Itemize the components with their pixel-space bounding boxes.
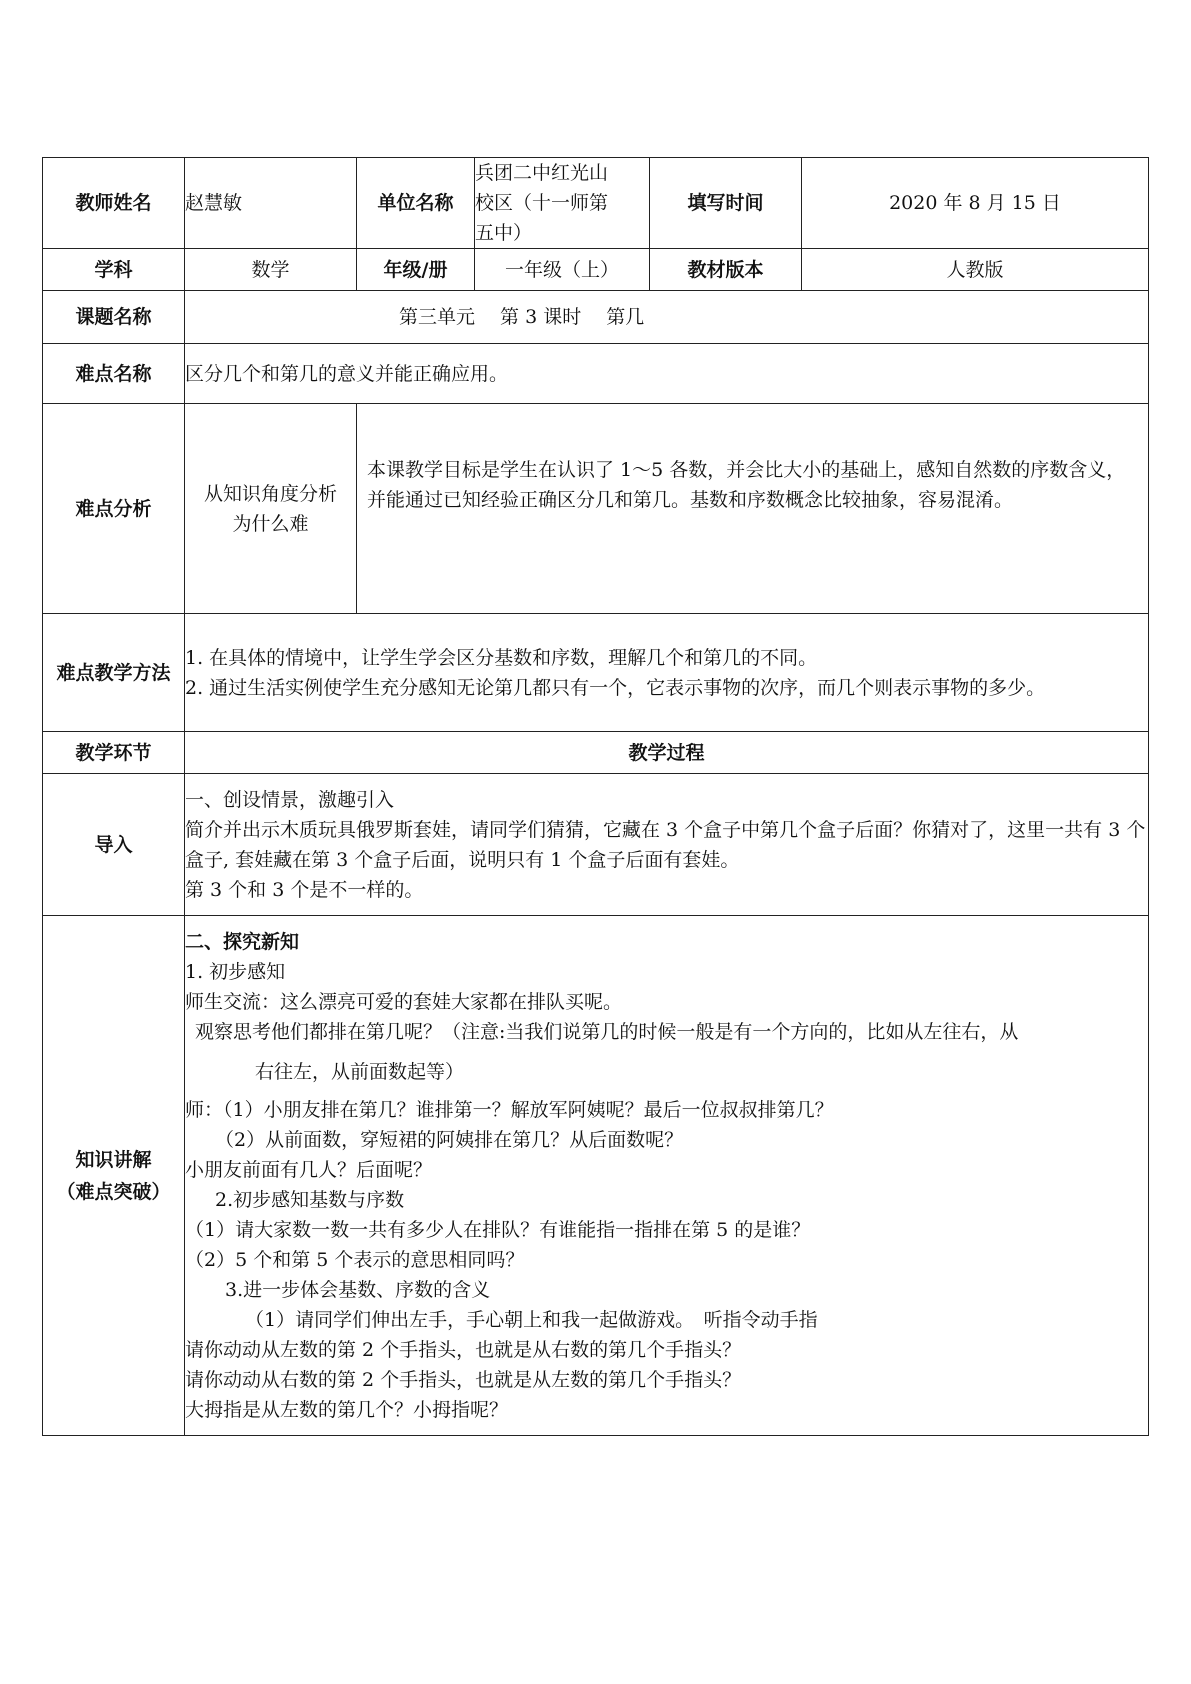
intro-line: 第 3 个和 3 个是不一样的。 bbox=[185, 878, 424, 901]
edition-label: 教材版本 bbox=[650, 249, 802, 291]
header-row bbox=[43, 158, 1149, 249]
knowledge-row bbox=[43, 916, 1149, 1436]
teacher-name-value: 赵慧敏 bbox=[185, 158, 357, 249]
knowledge-line: （2）从前面数，穿短裙的阿姨排在第几？从后面数呢？ bbox=[215, 1128, 684, 1151]
topic-label: 课题名称 bbox=[43, 291, 185, 344]
method-row bbox=[43, 614, 1149, 732]
analysis-sub-label bbox=[185, 404, 357, 614]
knowledge-line: 1. 初步感知 bbox=[185, 960, 286, 983]
intro-line: 简介并出示木质玩具俄罗斯套娃，请同学们猜猜，它藏在 3 个盒子中第几个盒子后面？你猜对了，这里一共有 3 个盒子, 套娃藏在第 3 个盒子后面，说明只有 1 个盒子后面有套娃。 bbox=[185, 818, 1146, 871]
knowledge-line: 二、探究新知 bbox=[185, 930, 300, 953]
intro-row bbox=[43, 774, 1149, 916]
difficulty-name-label: 难点名称 bbox=[43, 344, 185, 404]
subject-label: 学科 bbox=[43, 249, 185, 291]
knowledge-content bbox=[185, 916, 1149, 1436]
fill-date-value: 2020 年 8 月 15 日 bbox=[802, 158, 1149, 249]
knowledge-line: 小朋友前面有几人？后面呢？ bbox=[185, 1158, 433, 1181]
difficulty-row bbox=[43, 344, 1149, 404]
intro-content bbox=[185, 774, 1149, 916]
knowledge-line: 大拇指是从左数的第几个？小拇指呢？ bbox=[185, 1398, 509, 1421]
grade-value: 一年级（上） bbox=[475, 249, 650, 291]
topic-value: 第三单元 第 3 课时 第几 bbox=[399, 306, 645, 328]
knowledge-line: （2）5 个和第 5 个表示的意思相同吗？ bbox=[185, 1248, 525, 1271]
unit-name-line: 兵团二中红光山 bbox=[475, 162, 609, 184]
subject-row bbox=[43, 249, 1149, 291]
knowledge-line: 师：（1）小朋友排在第几？谁排第一？解放军阿姨呢？最后一位叔叔排第几？ bbox=[185, 1098, 834, 1121]
unit-name-label: 单位名称 bbox=[357, 158, 475, 249]
analysis-sub-label-line: 从知识角度分析 bbox=[203, 482, 337, 505]
knowledge-line: 右往左，从前面数起等） bbox=[255, 1060, 465, 1083]
edition-value: 人教版 bbox=[802, 249, 1149, 291]
lesson-plan-table bbox=[42, 157, 1149, 1436]
knowledge-line: 请你动动从左数的第 2 个手指头，也就是从右数的第几个手指头？ bbox=[185, 1338, 742, 1361]
intro-line: 一、创设情景，激趣引入 bbox=[185, 788, 395, 811]
method-line: 1. 在具体的情境中，让学生学会区分基数和序数，理解几个和第几的不同。 bbox=[185, 646, 818, 669]
teaching-method-label: 难点教学方法 bbox=[43, 614, 185, 732]
topic-value-cell bbox=[185, 291, 1149, 344]
analysis-content-cell bbox=[357, 404, 1149, 614]
unit-name-line: 校区（十一师第 bbox=[475, 192, 609, 214]
teaching-method-content bbox=[185, 614, 1149, 732]
subject-value: 数学 bbox=[185, 249, 357, 291]
analysis-row bbox=[43, 404, 1149, 614]
topic-row bbox=[43, 291, 1149, 344]
difficulty-name-value: 区分几个和第几的意义并能正确应用。 bbox=[185, 344, 1149, 404]
analysis-sub-label-line: 为什么难 bbox=[232, 512, 309, 535]
process-header-row bbox=[43, 732, 1149, 774]
knowledge-label-line: 知识讲解 bbox=[75, 1148, 152, 1171]
fill-date-label: 填写时间 bbox=[650, 158, 802, 249]
knowledge-line: 2.初步感知基数与序数 bbox=[215, 1188, 405, 1211]
teacher-name-label: 教师姓名 bbox=[43, 158, 185, 249]
unit-name-line: 五中） bbox=[475, 222, 533, 244]
knowledge-line: （1）请大家数一数一共有多少人在排队？有谁能指一指排在第 5 的是谁？ bbox=[185, 1218, 811, 1241]
knowledge-line: 观察思考他们都排在第几呢？（注意:当我们说第几的时候一般是有一个方向的，比如从左往右，从 bbox=[195, 1020, 1019, 1043]
knowledge-line: 3.进一步体会基数、序数的含义 bbox=[225, 1278, 491, 1301]
intro-label: 导入 bbox=[43, 774, 185, 916]
knowledge-line: 师生交流：这么漂亮可爱的套娃大家都在排队买呢。 bbox=[185, 990, 623, 1013]
knowledge-label-line: （难点突破） bbox=[56, 1180, 171, 1203]
teaching-stage-header: 教学环节 bbox=[43, 732, 185, 774]
unit-name-value bbox=[475, 158, 650, 249]
analysis-content: 本课教学目标是学生在认识了 1～5 各数，并会比大小的基础上，感知自然数的序数含义，并能通过已知经验正确区分几和第几。基数和序数概念比较抽象，容易混淆。 bbox=[367, 458, 1126, 511]
method-line: 2. 通过生活实例使学生充分感知无论第几都只有一个，它表示事物的次序，而几个则表示事物的多少。 bbox=[185, 676, 1046, 699]
knowledge-line: 请你动动从右数的第 2 个手指头，也就是从左数的第几个手指头？ bbox=[185, 1368, 742, 1391]
teaching-process-header: 教学过程 bbox=[185, 732, 1149, 774]
knowledge-label bbox=[43, 916, 185, 1436]
knowledge-line: （1）请同学们伸出左手，手心朝上和我一起做游戏。 听指令动手指 bbox=[245, 1308, 818, 1331]
grade-label: 年级/册 bbox=[357, 249, 475, 291]
difficulty-analysis-label: 难点分析 bbox=[43, 404, 185, 614]
